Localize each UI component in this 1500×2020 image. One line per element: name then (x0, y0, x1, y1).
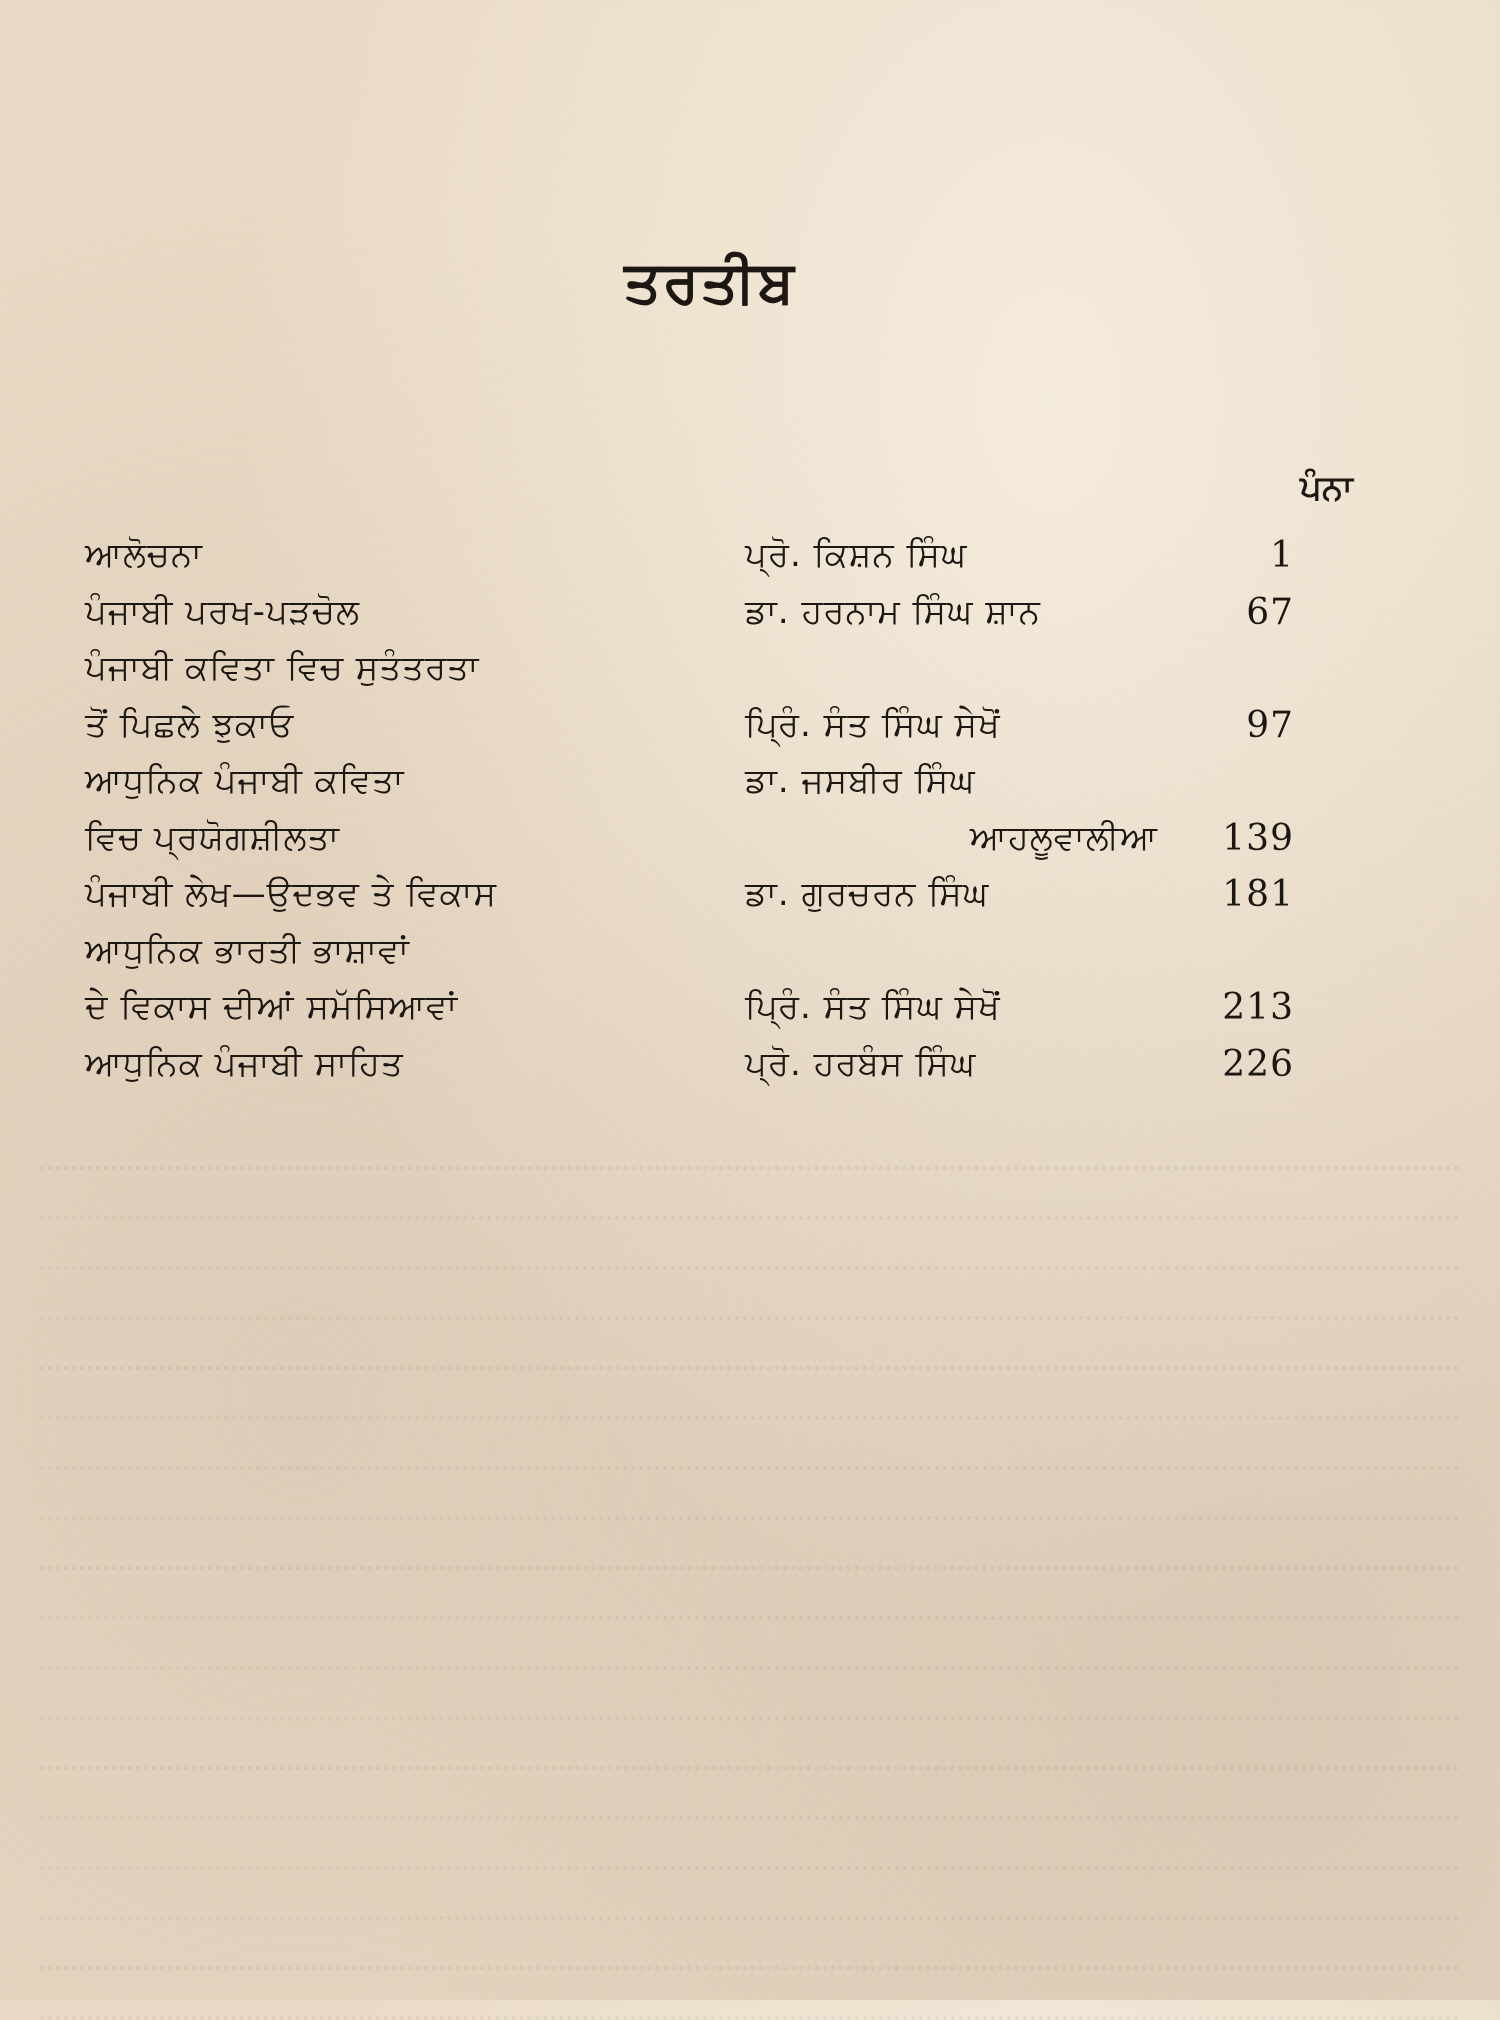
toc-topic: ਆਧੁਨਿਕ ਪੰਜਾਬੀ ਕਵਿਤਾ (85, 761, 405, 801)
toc-page-number: 139 (1222, 817, 1294, 859)
toc-topic: ਦੇ ਵਿਕਾਸ ਦੀਆਂ ਸਮੱਸਿਆਵਾਂ (85, 987, 459, 1027)
toc-page-number: 97 (1246, 704, 1294, 746)
toc-row (0, 987, 1500, 1044)
toc-page-number: 181 (1222, 874, 1294, 915)
toc-row (0, 931, 1500, 988)
toc-row (0, 648, 1500, 705)
toc-author: ਡਾ. ਜਸਬੀਰ ਸਿੰਘ (745, 761, 976, 801)
toc-page-number: 67 (1246, 591, 1294, 633)
toc-row (0, 592, 1500, 649)
toc-author: ਪ੍ਰਿੰ. ਸੰਤ ਸਿੰਘ ਸੇਖੋਂ (745, 987, 1001, 1027)
toc-page-number: 1 (1270, 535, 1294, 576)
toc-page-number: 226 (1222, 1043, 1294, 1085)
toc-row (0, 761, 1500, 818)
toc-row (0, 874, 1500, 931)
toc-row (0, 535, 1500, 592)
toc-topic: ਆਲੋਚਨਾ (85, 535, 203, 575)
show-through-texture (0, 1120, 1500, 2000)
toc-topic: ਪੰਜਾਬੀ ਲੇਖ—ਉਦਭਵ ਤੇ ਵਿਕਾਸ (85, 874, 498, 914)
toc-author: ਪ੍ਰੋ. ਕਿਸ਼ਨ ਸਿੰਘ (745, 535, 968, 575)
toc-topic: ਪੰਜਾਬੀ ਕਵਿਤਾ ਵਿਚ ਸੁਤੰਤਰਤਾ (85, 648, 480, 688)
toc-author: ਡਾ. ਗੁਰਚਰਨ ਸਿੰਘ (745, 874, 990, 914)
toc-topic: ਆਧੁਨਿਕ ਪੰਜਾਬੀ ਸਾਹਿਤ (85, 1043, 404, 1084)
toc-author: ਡਾ. ਹਰਨਾਮ ਸਿੰਘ ਸ਼ਾਨ (745, 591, 1041, 632)
toc-topic: ਤੋਂ ਪਿਛਲੇ ਝੁਕਾਓ (85, 704, 295, 745)
toc-topic: ਪੰਜਾਬੀ ਪਰਖ-ਪੜਚੋਲ (85, 591, 360, 632)
toc-page-number: 213 (1222, 987, 1294, 1028)
toc-topic: ਵਿਚ ਪ੍ਰਯੋਗਸ਼ੀਲਤਾ (85, 817, 340, 858)
page-column-header: ਪੰਨਾ (1300, 468, 1353, 508)
toc-row (0, 1044, 1500, 1101)
toc-author: ਪ੍ਰਿੰ. ਸੰਤ ਸਿੰਘ ਸੇਖੋਂ (745, 704, 1001, 745)
page-title: ਤਰਤੀਬ (624, 248, 796, 316)
toc-row (0, 818, 1500, 875)
toc-author: ਪ੍ਰੋ. ਹਰਬੰਸ ਸਿੰਘ (745, 1043, 977, 1084)
toc-row (0, 705, 1500, 762)
toc-topic: ਆਧੁਨਿਕ ਭਾਰਤੀ ਭਾਸ਼ਾਵਾਂ (85, 930, 410, 971)
table-of-contents (0, 535, 1500, 1100)
toc-author: ਆਹਲੂਵਾਲੀਆ (969, 817, 1158, 858)
